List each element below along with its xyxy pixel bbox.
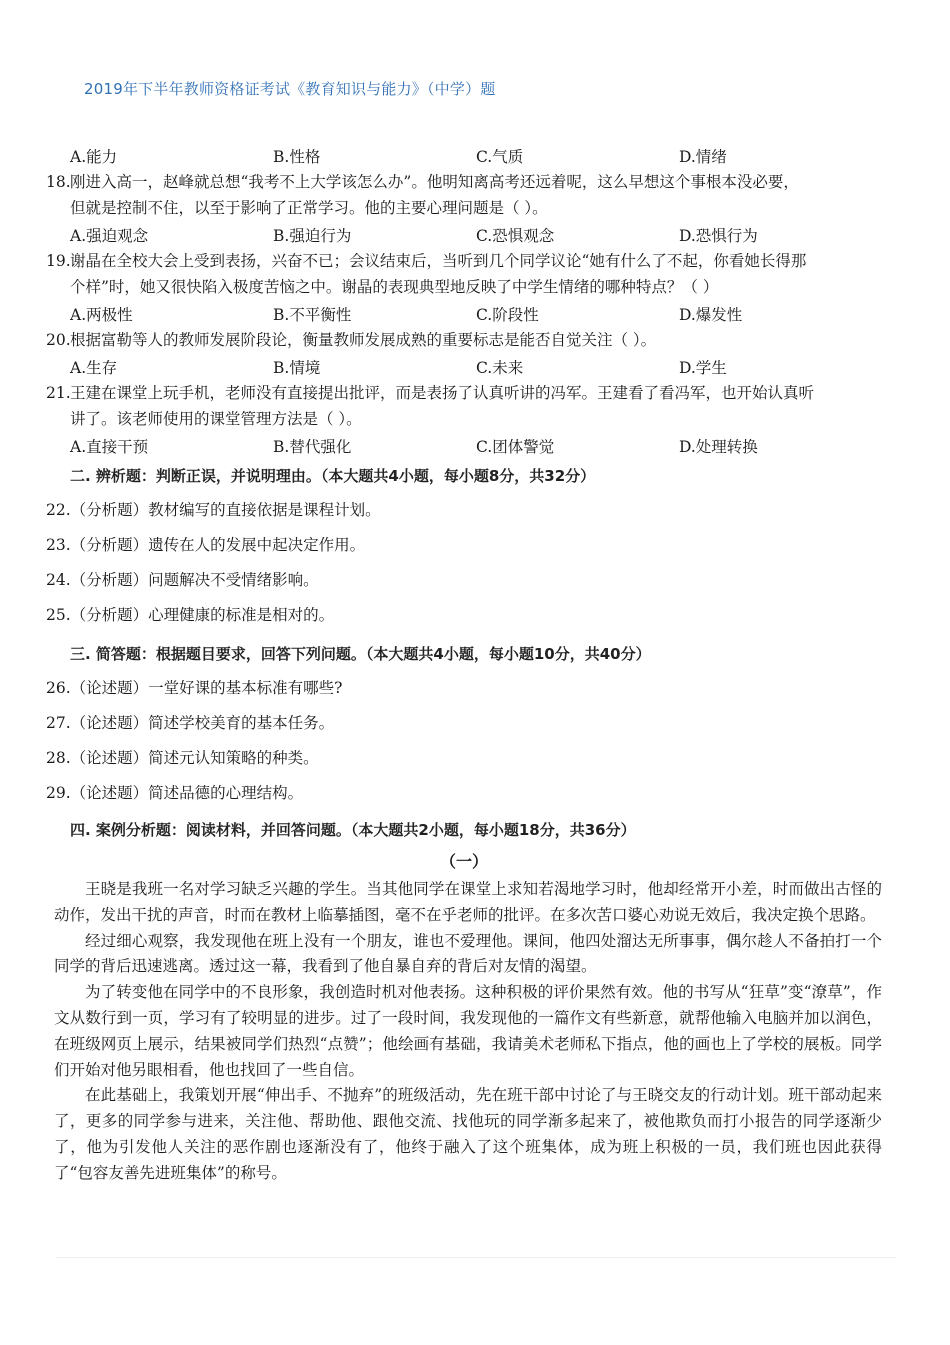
section-4-title: 四. 案例分析题：阅读材料，并回答问题。（本大题共2小题，每小题18分，共36分） xyxy=(70,821,636,839)
q21-options xyxy=(46,432,882,459)
case-paragraph: 王晓是我班一名对学习缺乏兴趣的学生。当其他同学在课堂上求知若渴地学习时，他却经常开小差，时而做出古怪的动作，发出干扰的声音，时而在教材上临摹插图，毫不在乎老师的批评。在多次苦口婆心劝说无效后，我决定换个思路。 xyxy=(54,880,882,924)
option-b: B.不平衡性 xyxy=(273,305,352,324)
question-line: 谢晶在全校大会上受到表扬，兴奋不已；会议结束后，当听到几个同学议论“她有什么了不起，你看她长得那 xyxy=(70,252,807,270)
option-c: C.团体警觉 xyxy=(476,437,555,456)
question-line: 讲了。该老师使用的课堂管理方法是（ ）。 xyxy=(70,410,362,428)
option-b: B.性格 xyxy=(273,147,321,166)
question-21 xyxy=(46,380,882,432)
question-27: 27.（论述题）简述学校美育的基本任务。 xyxy=(46,714,335,732)
question-number: 19. xyxy=(46,252,71,270)
option-d: D.学生 xyxy=(679,358,727,377)
question-line: 刚进入高一，赵峰就总想“我考不上大学该怎么办”。他明知离高考还远着呢，这么早想这个事根本没必要， xyxy=(70,173,799,191)
question-number: 21. xyxy=(46,384,71,402)
section-2-title: 二. 辨析题：判断正误，并说明理由。（本大题共4小题，每小题8分，共32分） xyxy=(70,467,596,485)
document-header-title: 2019年下半年教师资格证考试《教育知识与能力》（中学）题 xyxy=(84,80,496,98)
q20-options xyxy=(46,353,882,380)
question-20 xyxy=(46,327,882,353)
question-number: 20. xyxy=(46,331,71,349)
question-24: 24.（分析题）问题解决不受情绪影响。 xyxy=(46,571,319,589)
question-18 xyxy=(46,169,882,221)
option-a: A.直接干预 xyxy=(70,437,149,456)
option-a: A.两极性 xyxy=(70,305,133,324)
option-c: C.气质 xyxy=(476,147,524,166)
question-29: 29.（论述题）简述品德的心理结构。 xyxy=(46,784,304,802)
q19-options xyxy=(46,300,882,327)
q17-options xyxy=(46,142,882,169)
case-paragraph: 为了转变他在同学中的不良形象，我创造时机对他表扬。这种积极的评价果然有效。他的书写从“狂草”变“潦草”，作文从数行到一页，学习有了较明显的进步。过了一段时间，我发现他的一篇作文有些新意，就帮他输入电脑并加以润色，在班级网页上展示，结果被同学们热烈“点赞”；他绘画有基础，我请美术老师私下指点，他的画也上了学校的展板。同学们开始对他另眼相看，他也找回了一些自信。 xyxy=(54,983,882,1079)
option-d: D.处理转换 xyxy=(679,437,758,456)
option-c: C.恐惧观念 xyxy=(476,226,555,245)
question-line: 但就是控制不住，以至于影响了正常学习。他的主要心理问题是（ ）。 xyxy=(70,199,548,217)
case-paragraph: 在此基础上，我策划开展“伸出手、不抛弃”的班级活动，先在班干部中讨论了与王晓交友的行动计划。班干部动起来了，更多的同学参与进来，关注他、帮助他、跟他交流、找他玩的同学渐多起来了，被他欺负而打小报告的同学逐渐少了，他为引发他人关注的恶作剧也逐渐没有了，他终于融入了这个班集体，成为班上积极的一员，我们班也因此获得了“包容友善先进班集体”的称号。 xyxy=(54,1086,882,1182)
question-line: 根据富勒等人的教师发展阶段论，衡量教师发展成熟的重要标志是能否自觉关注（ ）。 xyxy=(70,331,657,349)
option-b: B.情境 xyxy=(273,358,321,377)
question-number: 18. xyxy=(46,173,71,191)
option-b: B.替代强化 xyxy=(273,437,352,456)
option-d: D.情绪 xyxy=(679,147,727,166)
question-22: 22.（分析题）教材编写的直接依据是课程计划。 xyxy=(46,501,381,519)
option-a: A.能力 xyxy=(70,147,118,166)
option-a: A.生存 xyxy=(70,358,118,377)
question-25: 25.（分析题）心理健康的标准是相对的。 xyxy=(46,606,335,624)
page-divider xyxy=(56,1257,896,1258)
option-a: A.强迫观念 xyxy=(70,226,149,245)
option-b: B.强迫行为 xyxy=(273,226,352,245)
question-line: 王建在课堂上玩手机，老师没有直接提出批评，而是表扬了认真听讲的冯军。王建看了看冯军，也开始认真听 xyxy=(70,384,815,402)
case-paragraph: 经过细心观察，我发现他在班上没有一个朋友，谁也不爱理他。课间，他四处溜达无所事事，偶尔趁人不备拍打一个同学的背后迅速逃离。透过这一幕，我看到了他自暴自弃的背后对友情的渴望。 xyxy=(54,931,882,976)
question-19 xyxy=(46,248,882,300)
question-23: 23.（分析题）遗传在人的发展中起决定作用。 xyxy=(46,536,366,554)
option-d: D.恐惧行为 xyxy=(679,226,758,245)
question-28: 28.（论述题）简述元认知策略的种类。 xyxy=(46,749,319,767)
option-c: C.阶段性 xyxy=(476,305,539,324)
option-d: D.爆发性 xyxy=(679,305,743,324)
q18-options xyxy=(46,221,882,248)
exam-content xyxy=(46,142,882,1187)
question-26: 26.（论述题）一堂好课的基本标准有哪些? xyxy=(46,679,343,697)
question-line: 个样”时，她又很快陷入极度苦恼之中。谢晶的表现典型地反映了中学生情绪的哪种特点？（ ） xyxy=(70,278,719,296)
section-3-title: 三. 简答题：根据题目要求，回答下列问题。（本大题共4小题，每小题10分，共40分） xyxy=(70,645,651,663)
option-c: C.未来 xyxy=(476,358,524,377)
case-1-title: （一） xyxy=(439,852,488,871)
